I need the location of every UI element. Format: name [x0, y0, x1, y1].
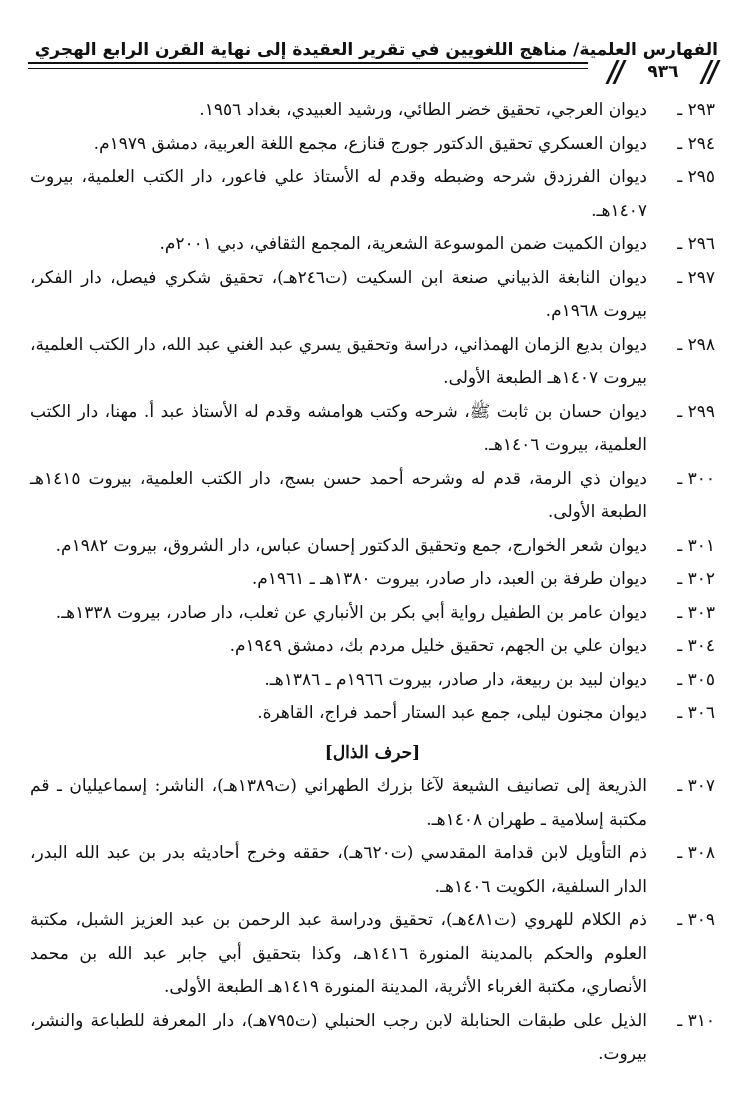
- entry-number: ٢٩٦ ـ: [677, 234, 715, 254]
- entry-text: ديوان الفرزدق شرحه وضبطه وقدم له الأستاذ علي فاعور، دار الكتب العلمية، بيروت ١٤٠٧هـ.: [30, 167, 647, 221]
- bibliography-entry: [30, 630, 715, 664]
- entry-number: ٢٩٧ ـ: [677, 267, 715, 288]
- entry-text: ديوان الكميت ضمن الموسوعة الشعرية، المجمع الثقافي، دبي ٢٠٠١م.: [159, 234, 647, 254]
- entry-text: ديوان العسكري تحقيق الدكتور جورج قنازع، مجمع اللغة العربية، دمشق ١٩٧٩م.: [93, 133, 647, 154]
- entry-text: ديوان شعر الخوارج، جمع وتحقيق الدكتور إحسان عباس، دار الشروق، بيروت ١٩٨٢م.: [55, 535, 647, 556]
- entry-number: ٣٠٨ ـ: [677, 843, 715, 863]
- bibliography-entry: [30, 1005, 715, 1072]
- entry-number: ٣٠١ ـ: [677, 535, 715, 556]
- entry-text: الذيل على طبقات الحنابلة لابن رجب الحنبلي (ت٧٩٥هـ)، دار المعرفة للطباعة والنشر، بيروت.: [30, 1010, 647, 1064]
- entry-number: ٣٠٧ ـ: [677, 776, 715, 796]
- entry-number: ٢٩٩ ـ: [677, 401, 715, 422]
- bibliography-entry: [30, 262, 715, 329]
- bibliography-entry: [30, 597, 715, 631]
- entry-number: ٣٠٩ ـ: [677, 910, 715, 930]
- entry-text: ديوان النابغة الذبياني صنعة ابن السكيت (ت٢٤٦هـ)، تحقيق شكري فيصل، دار الفكر، بيروت ١٩٦٨م.: [30, 267, 648, 321]
- bibliography-entry: [30, 697, 715, 731]
- entry-number: ٣٠٣ ـ: [677, 602, 715, 623]
- entry-number: ٣٠٤ ـ: [677, 636, 715, 656]
- bibliography-entry: [30, 563, 715, 597]
- bibliography-entry: [30, 329, 715, 396]
- bibliography-entry: [30, 128, 715, 162]
- entry-text: ديوان علي بن الجهم، تحقيق خليل مردم بك، دمشق ١٩٤٩م.: [229, 636, 647, 656]
- entry-text: ديوان لبيد بن ربيعة، دار صادر، بيروت ١٩٦٦م ـ ١٣٨٦هـ.: [264, 669, 647, 690]
- entry-text: ذم الكلام للهروي (ت٤٨١هـ)، تحقيق ودراسة عبد الرحمن بن عبد العزيز الشبل، مكتبة العلوم والحكم بالمدينة المنورة ١٤١٦هـ، وكذا بتحقيق أبي جابر عبد الله بن محمد الأنصاري، مكتبة الغرباء الأثرية، المدينة المنورة ١٤١٩هـ الطبعة الأولى.: [30, 910, 648, 997]
- entry-number: ٢٩٣ ـ: [677, 100, 715, 120]
- entry-number: ٣٠٠ ـ: [677, 468, 715, 489]
- entry-text: ديوان العرجي، تحقيق خضر الطائي، ورشيد العبيدي، بغداد ١٩٥٦.: [199, 100, 647, 120]
- entry-text: ديوان طرفة بن العبد، دار صادر، بيروت ١٣٨٠هـ ـ ١٩٦١م.: [251, 569, 647, 589]
- bibliography-entry: [30, 396, 715, 463]
- bibliography-entry: [30, 770, 715, 837]
- bibliography-entry: [30, 161, 715, 228]
- bibliography-entry: [30, 904, 715, 1005]
- bibliography-entry: [30, 94, 715, 128]
- section-heading: [حرف الذال]: [324, 742, 421, 763]
- bibliography-entry: [30, 837, 715, 904]
- header-title: الفهارس العلمية/ مناهج اللغويين في تقرير العقيدة إلى نهاية القرن الرابع الهجري: [34, 40, 718, 60]
- entry-number: ٣٠٥ ـ: [677, 669, 715, 690]
- entry-text: ديوان بديع الزمان الهمذاني، دراسة وتحقيق يسري عبد الغني عبد الله، دار الكتب العلمية، بيروت ١٤٠٧هـ الطبعة الأولى.: [30, 334, 647, 388]
- bibliography-list: [30, 94, 715, 1072]
- page-number-box: [605, 60, 721, 84]
- entry-number: ٣١٠ ـ: [677, 1010, 715, 1031]
- entry-text: ديوان مجنون ليلى، جمع عبد الستار أحمد فراج، القاهرة.: [257, 703, 647, 723]
- entry-number: ٢٩٤ ـ: [677, 133, 715, 154]
- entry-text: ديوان عامر بن الطفيل رواية أبي بكر بن الأنباري عن ثعلب، دار صادر، بيروت ١٣٣٨هـ.: [55, 602, 647, 623]
- header-rule: [28, 62, 588, 64]
- header-rule-thin: [28, 68, 588, 69]
- bibliography-entry: [30, 228, 715, 262]
- entry-text: ديوان ذي الرمة، قدم له وشرحه أحمد حسن بسج، دار الكتب العلمية، بيروت ١٤١٥هـ الطبعة الأولى.: [30, 468, 647, 522]
- bibliography-entry: [30, 530, 715, 564]
- bibliography-entry: [30, 664, 715, 698]
- entry-text: ذم التأويل لابن قدامة المقدسي (ت٦٢٠هـ)، حققه وخرج أحاديثه بدر بن عبد الله البدر، الدار السلفية، الكويت ١٤٠٦هـ.: [30, 843, 647, 897]
- entry-number: ٢٩٥ ـ: [677, 167, 715, 187]
- entry-text: ديوان حسان بن ثابت ﷺ، شرحه وكتب هوامشه وقدم له الأستاذ عبد أ. مهنا، دار الكتب العلمية، بيروت ١٤٠٦هـ.: [30, 401, 647, 455]
- bibliography-entry: [30, 463, 715, 530]
- entry-text: الذريعة إلى تصانيف الشيعة لآغا بزرك الطهراني (ت١٣٨٩هـ)، الناشر: إسماعيليان ـ قم مكتبة إسلامية ـ طهران ١٤٠٨هـ.: [30, 776, 647, 830]
- entry-number: ٣٠٦ ـ: [677, 703, 715, 723]
- page-number: ٩٣٦: [647, 62, 679, 82]
- entry-number: ٢٩٨ ـ: [677, 334, 715, 355]
- entry-number: ٣٠٢ ـ: [677, 569, 715, 589]
